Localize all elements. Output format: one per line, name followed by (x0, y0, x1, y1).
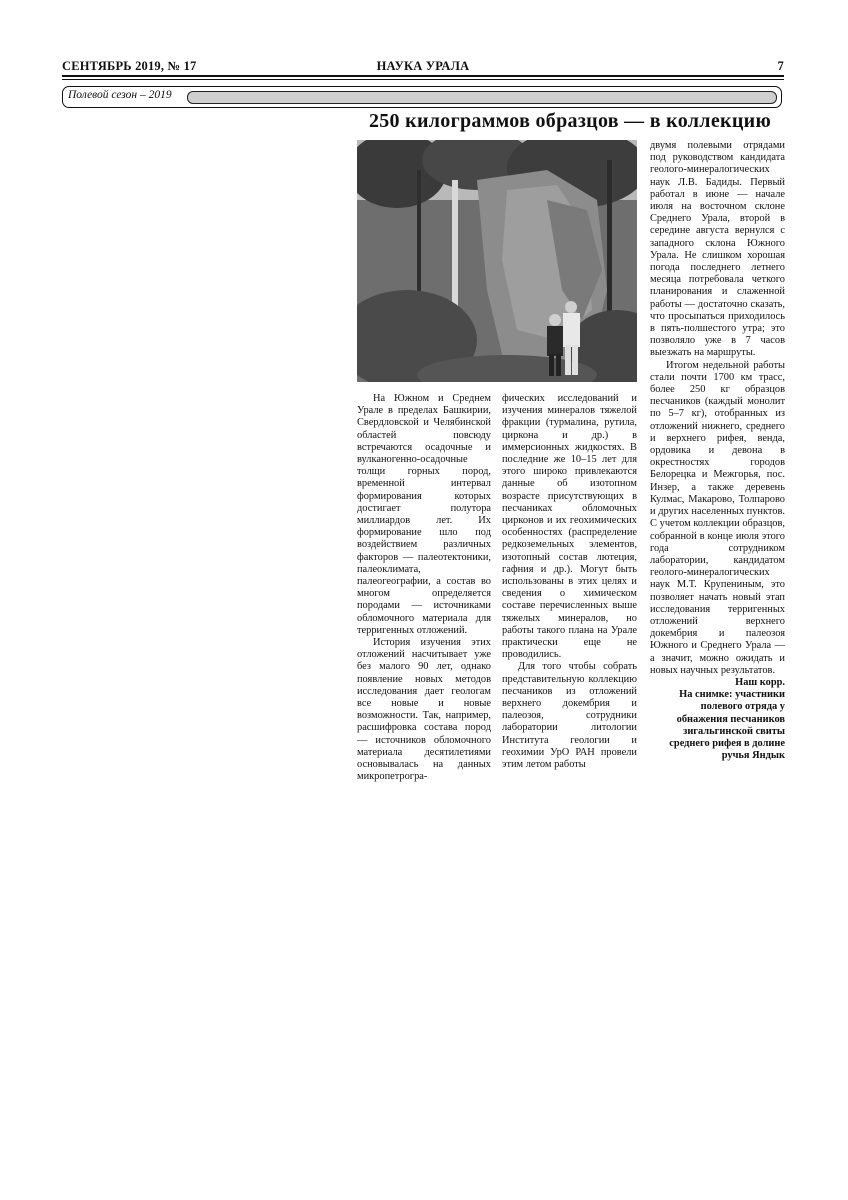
paragraph: Итогом недельной работы стали почти 1700 км трасс, более 250 кг образцов песчаников (каждый монолит по 5–7 кг), отобранных из отложений нижнего, среднего и верхнего рифея, венда, ордовика и девона в окрестностях городов Белорецка и Межгорья, пос. Инзер, а также деревень Кулмас, Макарово, Толпарово и других населенных пунктов. С учетом коллекции образцов, собранной в конце июля этого года сотрудником лаборатории, кандидатом геолого-минералогических наук М.Т. Крупениным, это позволяет начать новый этап исследования терригенных отложений верхнего докембрия и палеозоя Южного и Среднего Урала — а значит, можно ожидать и новых научных результатов. (650, 359, 785, 676)
article-column-1 (357, 393, 491, 784)
section-pill-decoration (187, 91, 777, 104)
page-number: 7 (777, 59, 784, 73)
author-signature: Наш корр. (735, 676, 785, 688)
photo-illustration (357, 140, 637, 382)
article-column-3 (650, 140, 785, 762)
issue-date: СЕНТЯБРЬ 2019, № 17 (62, 59, 197, 73)
photo-caption: На снимке: участники полевого отряда у обнажения песчаников зигальгинской свиты среднего рифея в долине ручья Яндык (669, 689, 785, 762)
header-rule-thick (62, 75, 784, 77)
paragraph: фических исследований и изучения минералов тяжелой фракции (турмалина, рутила, циркона и др.) в иммерсионных жидкостях. В последние же 10–15 лет для этого широко привлекаются данные об изотопном возрасте присутствующих в песчаниках обломочных цирконов и их геохимических особенностях (распределение редкоземельных элементов, изотопный состав лютеция, гафния и др.). Могут быть использованы в этих целях и сведения о химическом составе перечисленных выше тяжелых минералов, но работы такого плана на Урале практически еще не проводились. (502, 393, 637, 661)
header-rule-thin (62, 79, 784, 80)
section-bar (62, 86, 782, 108)
article-title: 250 килограммов образцов — в коллекцию (368, 110, 772, 132)
paragraph: На Южном и Среднем Урале в пределах Башкирии, Свердловской и Челябинской областей повсюду встречаются осадочные и вулканогенно-осадочные толщи горных пород, временной интервал формирования которых достигает полутора миллиардов лет. Их формирование шло под воздействием различных факторов — палеотектоники, палеоклимата, палеогеографии, а состав во многом определяется породами — источниками обломочного материала для терригенных отложений. (357, 393, 491, 636)
paragraph: История изучения этих отложений насчитывает уже без малого 90 лет, однако появление новых методов исследования дает геологам все новые и новые возможности. Так, например, расшифровка состава пород — источников обломочного материала десятилетиями основывалась на данных микропетрогра- (357, 637, 491, 783)
newspaper-name: НАУКА УРАЛА (376, 59, 470, 73)
article-column-2 (502, 393, 637, 771)
article-photo (357, 140, 637, 382)
section-label: Полевой сезон – 2019 (68, 89, 172, 101)
paragraph: Для того чтобы собрать представительную коллекцию песчаников из отложений верхнего докембрия и палеозоя, сотрудники лаборатории литологии Института геологии и геохимии УрО РАН провели этим летом работы (502, 661, 637, 771)
paragraph: двумя полевыми отрядами под руководством кандидата геолого-минералогических наук Л.В. Бадиды. Первый работал в июне — начале июля на восточном склоне Среднего Урала, второй в середине августа вернулся с западного склона Южного Урала. Не слишком хорошая погода последнего летнего месяца потребовала четкого планирования и слаженной работы — достаточно сказать, что просыпаться приходилось в пять-полшестого утра; это позволяло уже в 7 часов выезжать на маршруты. (650, 140, 785, 359)
